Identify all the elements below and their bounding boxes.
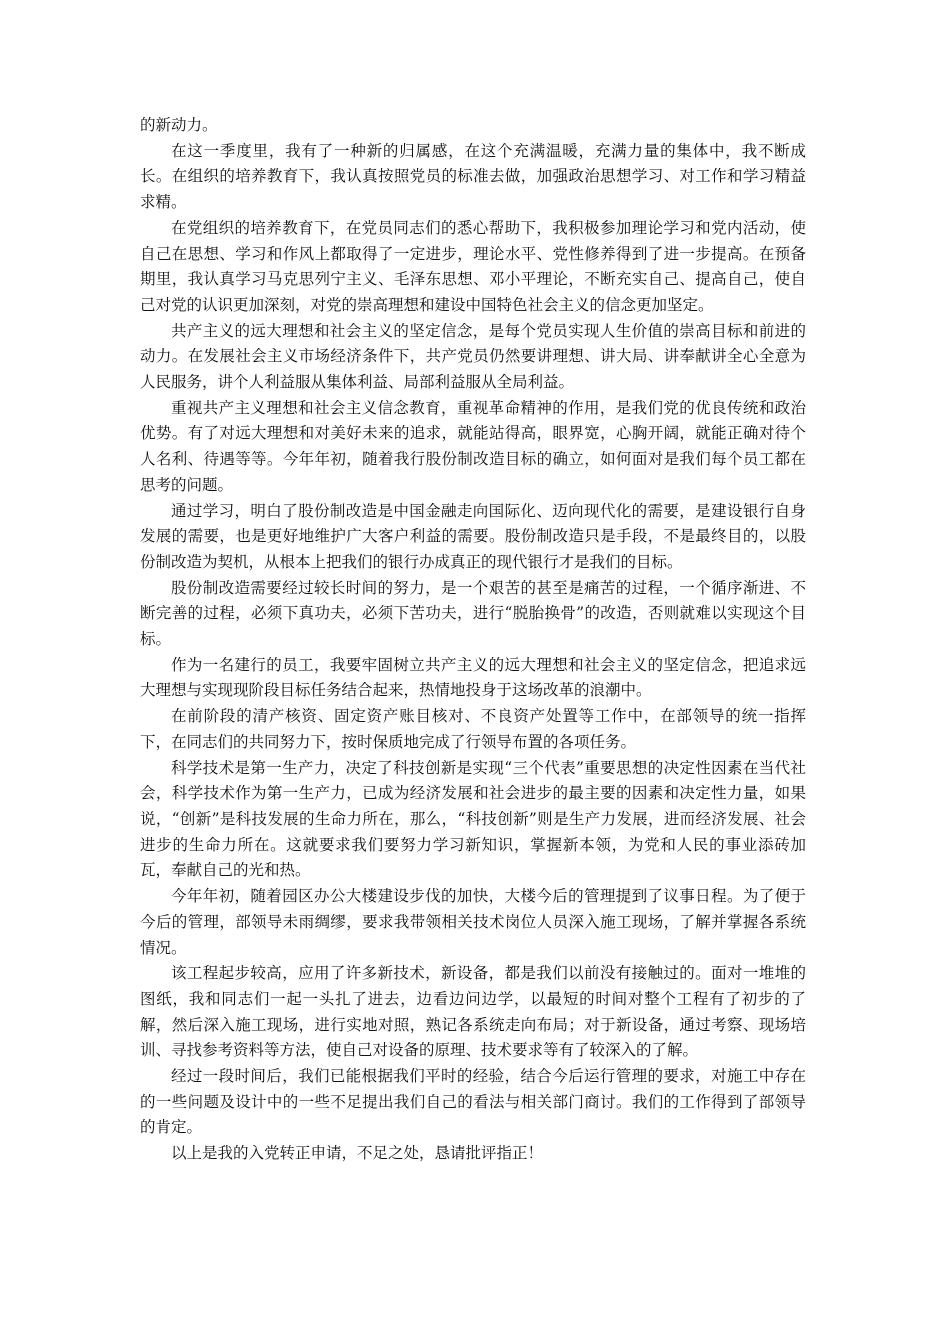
document-body <box>140 113 806 1167</box>
paragraph: 在前阶段的清产核资、固定资产账目核对、不良资产处置等工作中，在部领导的统一指挥下，在同志们的共同努力下，按时保质地完成了行领导布置的各项任务。 <box>140 707 806 751</box>
paragraph: 该工程起步较高，应用了许多新技术，新设备，都是我们以前没有接触过的。面对一堆堆的图纸，我和同志们一起一头扎了进去，边看边问边学，以最短的时间对整个工程有了初步的了解，然后深入施工现场，进行实地对照，熟记各系统走向布局；对于新设备，通过考察、现场培训、寻找参考资料等方法，使自己对设备的原理、技术要求等有了较深入的了解。 <box>140 964 806 1060</box>
paragraph: 科学技术是第一生产力，决定了科技创新是实现“三个代表”重要思想的决定性因素在当代社会，科学技术作为第一生产力，已成为经济发展和社会进步的最主要的因素和决定性力量，如果说，“创新”是科技发展的生命力所在，那么，“科技创新”则是生产力发展，进而经济发展、社会进步的生命力所在。这就要求我们要努力学习新知识，掌握新本领，为党和人民的事业添砖加瓦，奉献自己的光和热。 <box>140 758 806 880</box>
paragraph-continuation: 的新动力。 <box>140 116 218 134</box>
paragraph: 经过一段时间后，我们已能根据我们平时的经验，结合今后运行管理的要求，对施工中存在的一些问题及设计中的一些不足提出我们自己的看法与相关部门商讨。我们的工作得到了部领导的肯定。 <box>140 1067 806 1137</box>
paragraph: 在党组织的培养教育下，在党员同志们的悉心帮助下，我积极参加理论学习和党内活动，使自己在思想、学习和作风上都取得了一定进步，理论水平、党性修养得到了进一步提高。在预备期里，我认真学习马克思列宁主义、毛泽东思想、邓小平理论，不断充实自己、提高自己，使自己对党的认识更加深刻，对党的崇高理想和建设中国特色社会主义的信念更加坚定。 <box>140 218 806 314</box>
paragraph: 股份制改造需要经过较长时间的努力，是一个艰苦的甚至是痛苦的过程，一个循序渐进、不断完善的过程，必须下真功夫，必须下苦功夫，进行“脱胎换骨”的改造，否则就难以实现这个目标。 <box>140 578 806 649</box>
paragraph: 重视共产主义理想和社会主义信念教育，重视革命精神的作用，是我们党的优良传统和政治优势。有了对远大理想和对美好未来的追求，就能站得高，眼界宽，心胸开阔，就能正确对待个人名利、待遇等等。今年年初，随着我行股份制改造目标的确立，如何面对是我们每个员工都在思考的问题。 <box>140 398 806 494</box>
paragraph: 作为一名建行的员工，我要牢固树立共产主义的远大理想和社会主义的坚定信念，把追求远大理想与实现现阶段目标任务结合起来，热情地投身于这场改革的浪潮中。 <box>140 655 806 700</box>
closing-paragraph: 以上是我的入党转正申请，不足之处，恳请批评指正！ <box>171 1144 544 1163</box>
paragraph: 通过学习，明白了股份制改造是中国金融走向国际化、迈向现代化的需要，是建设银行自身发展的需要，也是更好地维护广大客户利益的需要。股份制改造只是手段，不是最终目的，以股份制改造为契机，从根本上把我们的银行办成真正的现代银行才是我们的目标。 <box>140 501 806 571</box>
paragraph: 共产主义的远大理想和社会主义的坚定信念，是每个党员实现人生价值的崇高目标和前进的动力。在发展社会主义市场经济条件下，共产党员仍然要讲理想、讲大局、讲奉献讲全心全意为人民服务，讲个人利益服从集体利益、局部利益服从全局利益。 <box>140 321 806 392</box>
paragraph: 今年年初，随着园区办公大楼建设步伐的加快，大楼今后的管理提到了议事日程。为了便于今后的管理，部领导未雨绸缪，要求我带领相关技术岗位人员深入施工现场，了解并掌握各系统情况。 <box>140 887 806 957</box>
paragraph: 在这一季度里，我有了一种新的归属感，在这个充满温暖，充满力量的集体中，我不断成长。在组织的培养教育下，我认真按照党员的标准去做，加强政治思想学习、对工作和学习精益求精。 <box>140 141 806 212</box>
